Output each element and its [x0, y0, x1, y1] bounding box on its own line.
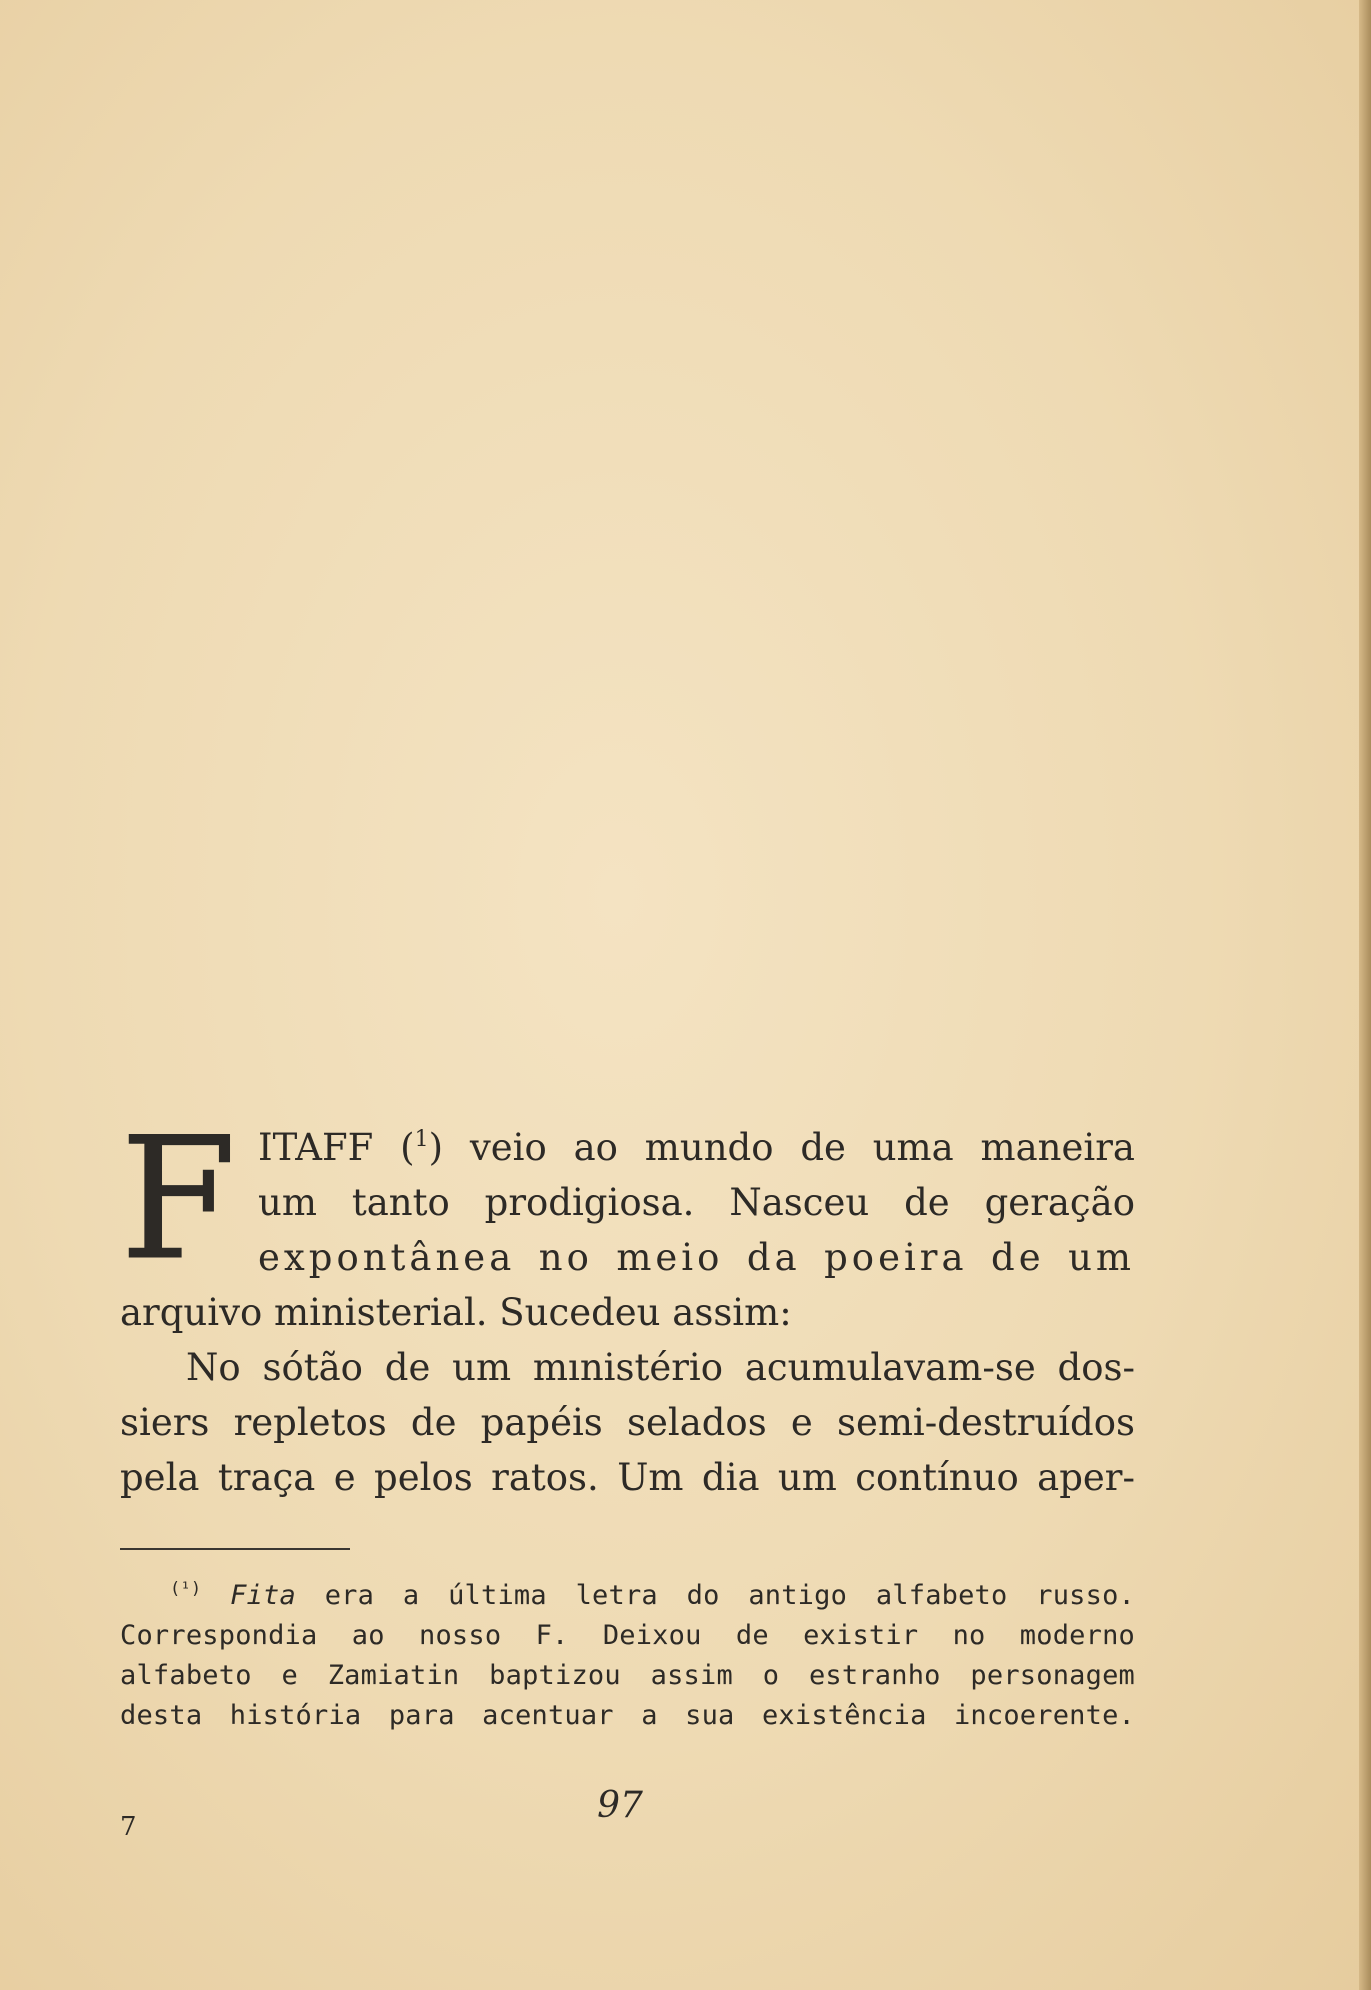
signature-mark: 7: [120, 1812, 137, 1842]
text-line-1-start: ITAFF (: [258, 1126, 415, 1169]
chapter-text: [120, 1101, 1135, 1505]
footnote-line-2: Correspondia ao nosso F. Deixou de existir no moderno: [120, 1620, 1135, 1651]
footnote: [120, 1576, 1135, 1736]
footnote-line-1-text: era a última letra do antigo alfabeto russo.: [324, 1580, 1135, 1611]
footnote-line-3: alfabeto e Zamiatin baptizou assim o estranho personagem: [120, 1660, 1135, 1691]
text-line-2: um tanto prodigiosa. Nasceu de geração: [258, 1181, 1135, 1224]
text-line-1: [120, 1120, 1135, 1175]
text-line-1-end: ) veio ao mundo de uma maneira: [428, 1126, 1135, 1169]
footnote-line-1: [120, 1576, 1135, 1616]
drop-cap: F: [120, 1101, 237, 1297]
page-number: 97: [597, 1785, 643, 1826]
text-line-5: No sótão de um mınistério acumulavam-se dos-: [186, 1346, 1135, 1389]
footnote-line-4: desta história para acentuar a sua existência incoerente.: [120, 1700, 1135, 1731]
page-edge: [1359, 0, 1371, 1990]
footnote-reference: 1: [414, 1127, 429, 1152]
footnote-marker: (¹): [170, 1579, 202, 1599]
text-line-7: pela traça e pelos ratos. Um dia um contínuo aper-: [120, 1456, 1135, 1499]
footnote-italic-word: Fita: [230, 1580, 296, 1611]
text-line-3: expontânea no meio da poeira de um: [258, 1236, 1135, 1279]
text-line-6: siers repletos de papéis selados e semi-destruídos: [120, 1401, 1135, 1444]
footnote-divider: [120, 1548, 350, 1550]
text-line-4: arquivo ministerial. Sucedeu assim:: [120, 1291, 792, 1334]
